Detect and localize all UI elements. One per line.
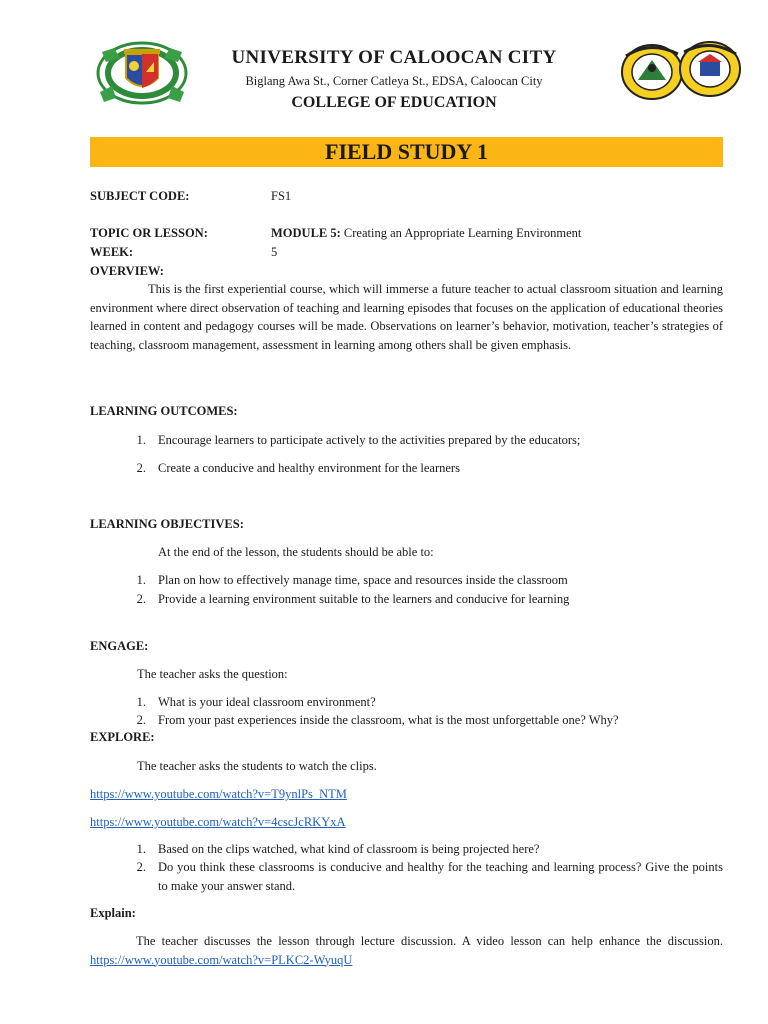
explain-heading: Explain: xyxy=(90,906,136,920)
list-number: 2. xyxy=(136,860,146,874)
explore-intro: The teacher asks the students to watch the clips. xyxy=(137,759,377,773)
video-link[interactable]: https://www.youtube.com/watch?v=T9ynlPs_NTM xyxy=(90,787,347,801)
topic-title: Creating an Appropriate Learning Environment xyxy=(343,226,582,240)
outcome-text: Encourage learners to participate actively to the activities prepared by the educators; xyxy=(158,433,581,447)
list-number: 1. xyxy=(136,842,146,856)
objectives-intro: At the end of the lesson, the students should be able to: xyxy=(158,545,434,559)
explore-heading: EXPLORE: xyxy=(90,730,155,744)
explore-question: Do you think these classrooms is conducive and healthy for the teaching and learning process? Give the points to make your answer stand. xyxy=(158,860,723,893)
subject-code-value: FS1 xyxy=(271,189,292,203)
list-number: 1. xyxy=(136,573,146,587)
college-name: COLLEGE OF EDUCATION xyxy=(291,94,497,111)
engage-heading: ENGAGE: xyxy=(90,639,149,653)
subject-code-label: SUBJECT CODE: xyxy=(90,189,190,203)
university-logo xyxy=(94,40,190,106)
college-logo xyxy=(620,36,742,102)
week-value: 5 xyxy=(271,245,278,259)
university-address: Biglang Awa St., Corner Catleya St., EDSA, Caloocan City xyxy=(245,74,543,88)
video-link[interactable]: https://www.youtube.com/watch?v=4cscJcRKYxA xyxy=(90,815,346,829)
video-link[interactable]: https://www.youtube.com/watch?v=PLKC2-WyuqU xyxy=(90,952,353,967)
explain-body: The teacher discusses the lesson through lecture discussion. A video lesson can help enhance the discussion. xyxy=(136,934,723,948)
outcomes-heading: LEARNING OUTCOMES: xyxy=(90,404,238,418)
outcome-text: Create a conducive and healthy environment for the learners xyxy=(158,461,460,475)
topic-value xyxy=(271,224,581,243)
overview-heading: OVERVIEW: xyxy=(90,264,164,278)
list-number: 2. xyxy=(136,592,146,606)
university-name: UNIVERSITY OF CALOOCAN CITY xyxy=(231,47,557,68)
list-number: 2. xyxy=(136,461,146,475)
list-number: 2. xyxy=(136,713,146,727)
engage-question: From your past experiences inside the classroom, what is the most unforgettable one? Why? xyxy=(158,713,619,727)
objectives-heading: LEARNING OBJECTIVES: xyxy=(90,517,244,531)
page-title: FIELD STUDY 1 xyxy=(325,139,488,164)
topic-label: TOPIC OR LESSON: xyxy=(90,226,208,240)
overview-text: This is the first experiential course, which will immerse a future teacher to actual classroom situation and learning environment where direct observation of teaching and learning episodes that focuses on the application of educational theories learned in content and pedagogy courses will be made. Observations on learner’s behavior, motivation, teacher’s strategies of teaching, classroom management, assessment in learning among others shall be given emphasis. xyxy=(90,282,723,352)
explain-text xyxy=(90,932,723,969)
list-number: 1. xyxy=(136,695,146,709)
engage-intro: The teacher asks the question: xyxy=(137,667,288,681)
topic-module: MODULE 5: xyxy=(271,226,341,240)
objective-text: Plan on how to effectively manage time, space and resources inside the classroom xyxy=(158,573,568,587)
week-label: WEEK: xyxy=(90,245,134,259)
explore-question: Based on the clips watched, what kind of classroom is being projected here? xyxy=(158,842,540,856)
objective-text: Provide a learning environment suitable to the learners and conducive for learning xyxy=(158,592,570,606)
engage-question: What is your ideal classroom environment? xyxy=(158,695,376,709)
list-number: 1. xyxy=(136,433,146,447)
